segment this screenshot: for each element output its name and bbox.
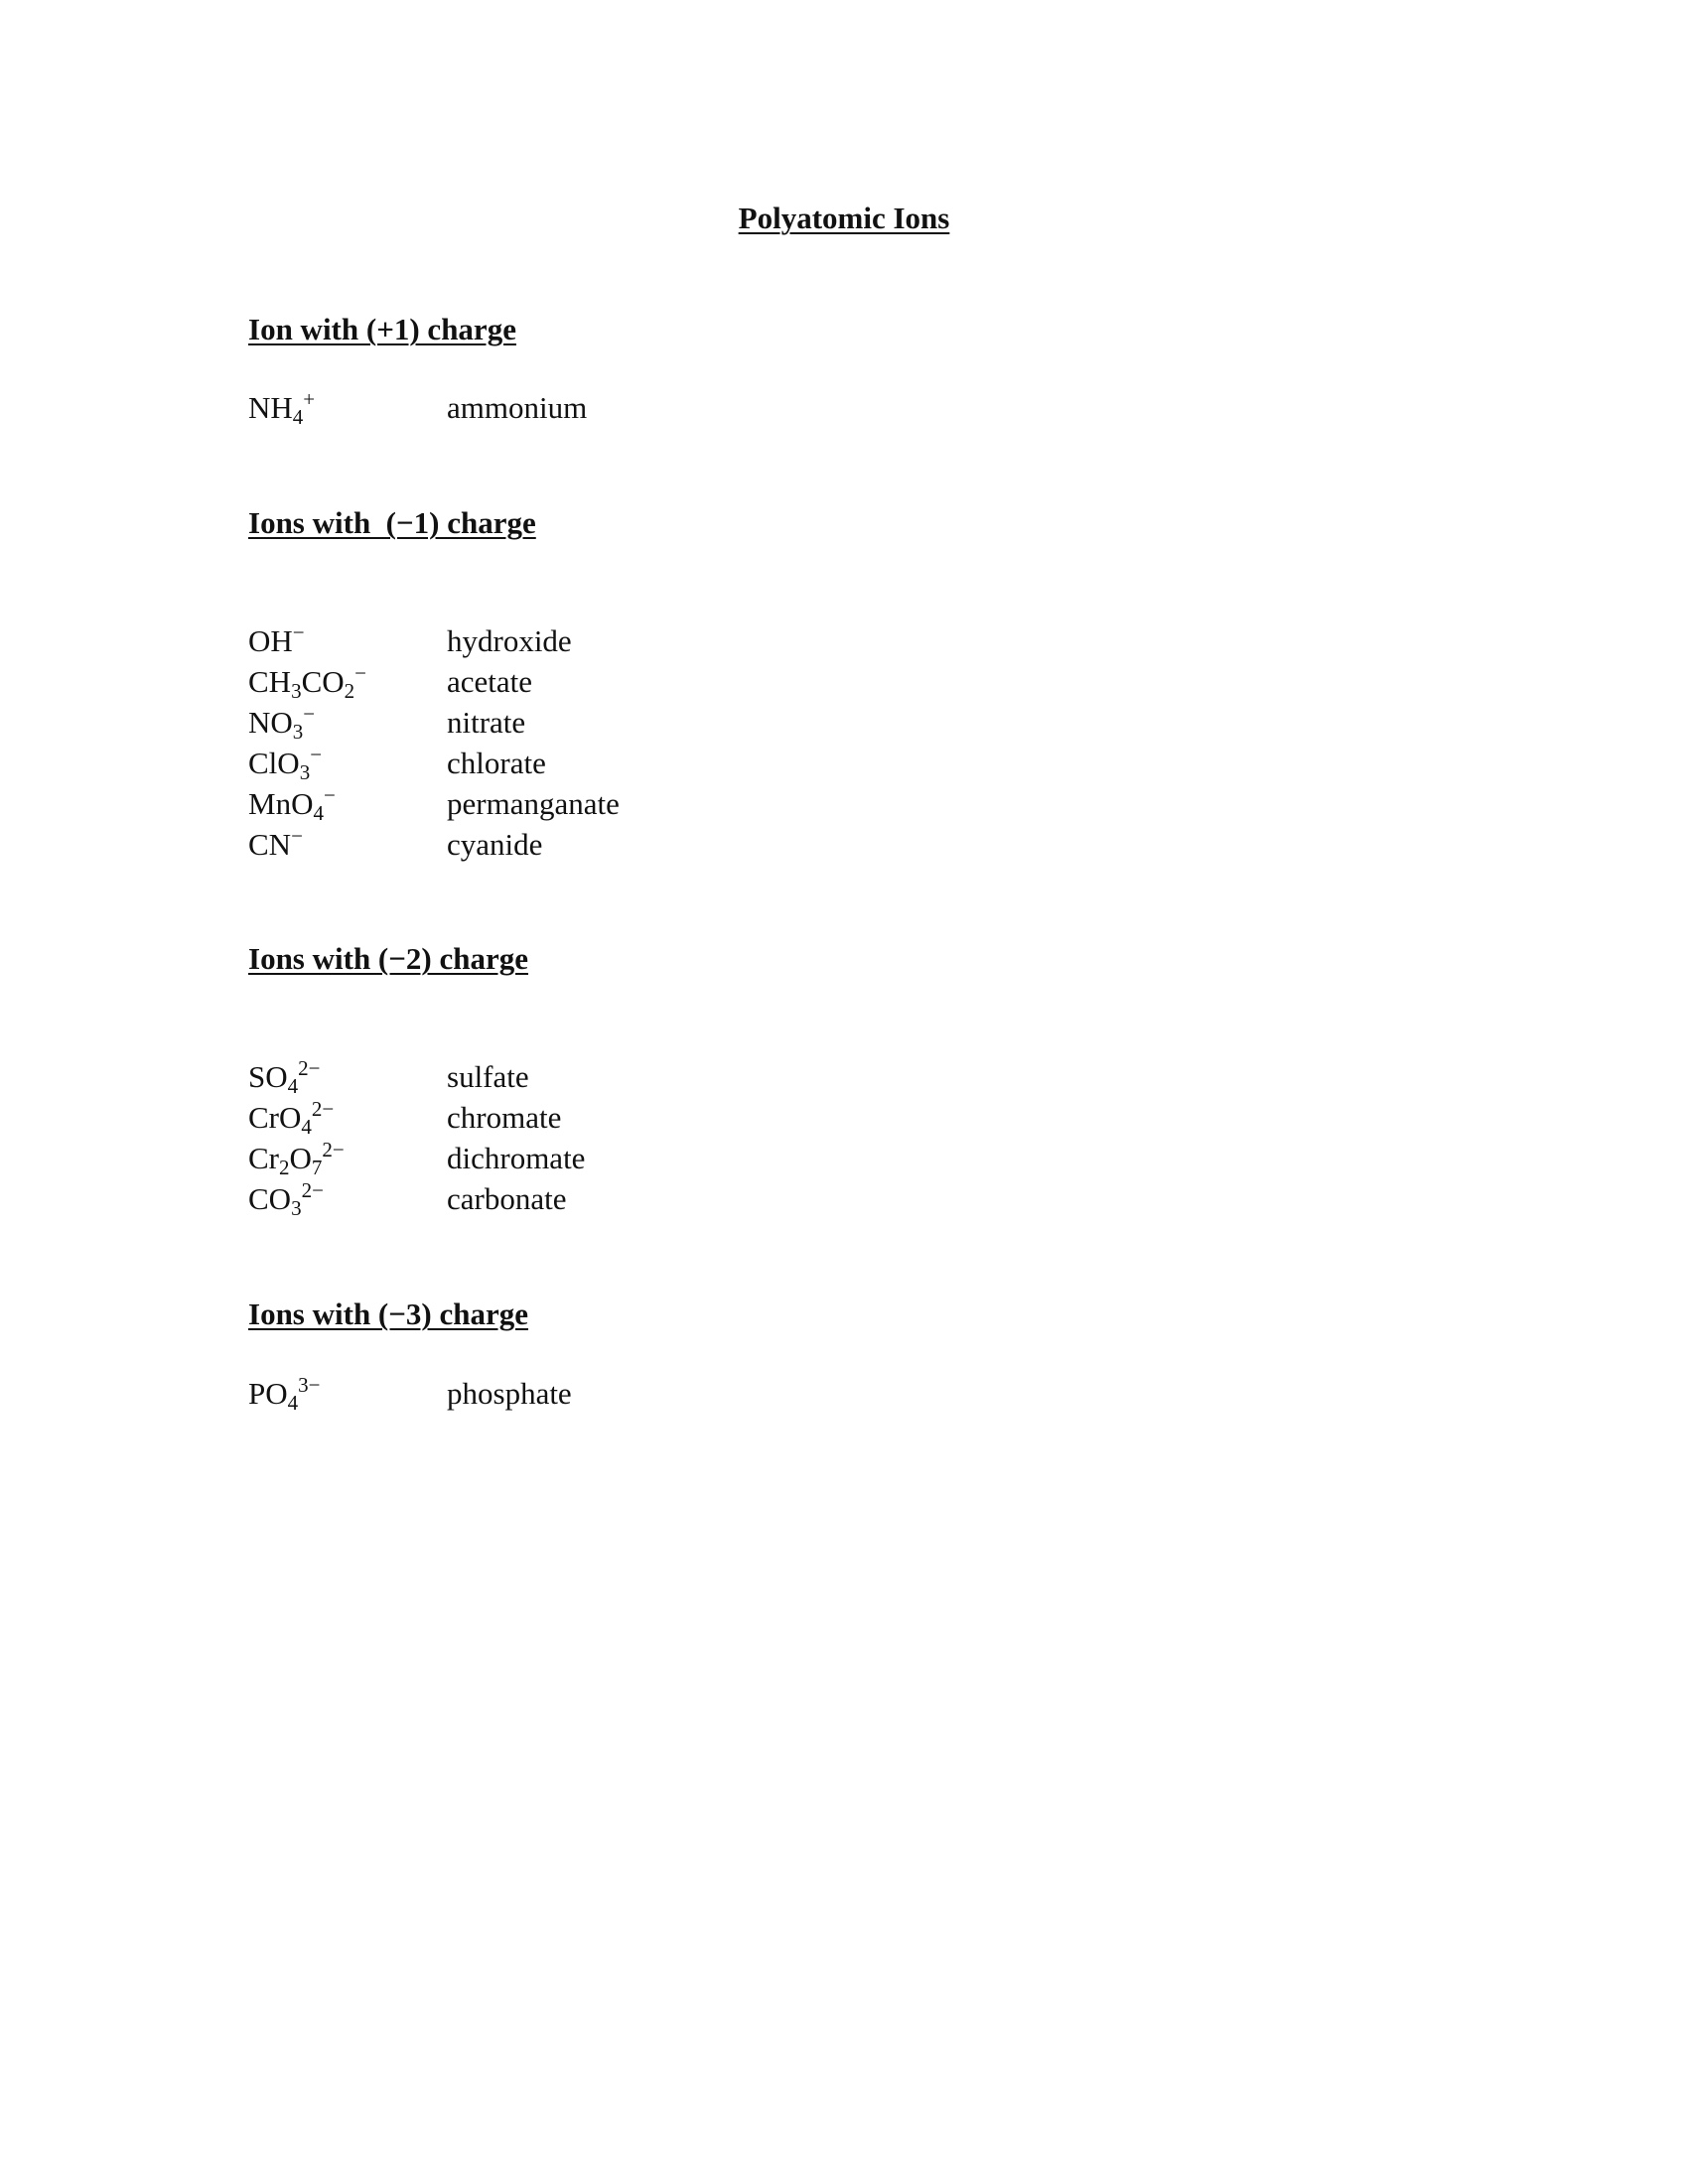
ion-name: permanganate [447,786,620,821]
ion-formula [248,1178,324,1219]
formula-text: OH [248,623,293,658]
ion-formula [248,824,303,865]
ion-formula [248,743,322,783]
ion-name: hydroxide [447,623,572,658]
formula-subscript: 4 [287,1074,299,1098]
ion-formula [248,1138,345,1178]
ion-name: chlorate [447,746,546,780]
section-heading-plus1: Ion with (+1) charge [248,312,516,346]
formula-text: NO [248,705,293,740]
formula-subscript: 3 [292,720,304,744]
ion-formula [248,387,315,428]
formula-text: CrO [248,1100,302,1135]
ion-name: dichromate [447,1141,586,1175]
formula-charge: − [323,783,336,807]
ion-name: chromate [447,1100,562,1135]
formula-text: CH [248,664,292,699]
formula-text: CO [301,664,345,699]
formula-subscript: 4 [287,1391,299,1415]
ion-name: nitrate [447,705,526,740]
formula-text: O [289,1141,312,1175]
formula-charge: 2− [311,1097,335,1121]
formula-text: MnO [248,786,314,821]
ion-name: cyanide [447,827,543,862]
ion-formula [248,1097,334,1138]
formula-text: ClO [248,746,300,780]
ion-formula [248,1056,320,1097]
section-heading-minus1: Ions with (−1) charge [248,505,536,540]
ion-name: acetate [447,664,533,699]
formula-charge: − [303,702,316,726]
ion-formula [248,661,366,702]
formula-text: CO [248,1181,292,1216]
section-heading-minus3: Ions with (−3) charge [248,1297,529,1331]
formula-subscript: 4 [313,801,324,825]
formula-subscript: 3 [291,679,302,703]
page-title-wrapper [0,201,1688,236]
formula-charge: 2− [322,1138,345,1161]
ion-name: sulfate [447,1059,529,1094]
formula-subscript: 7 [311,1156,323,1179]
ion-formula [248,620,305,661]
formula-subscript: 4 [301,1115,312,1139]
formula-charge: 2− [301,1178,324,1202]
formula-charge: − [310,743,323,766]
formula-charge: 3− [298,1373,321,1397]
formula-charge: − [291,824,303,848]
formula-text: SO [248,1059,288,1094]
formula-subscript: 4 [292,405,304,429]
formula-subscript: 3 [291,1196,302,1220]
formula-subscript: 2 [344,679,355,703]
formula-charge: + [303,387,316,411]
ion-formula [248,783,336,824]
formula-charge: 2− [298,1056,321,1080]
formula-charge: − [354,661,366,685]
formula-text: CN [248,827,292,862]
formula-subscript: 2 [279,1156,290,1179]
ion-name: carbonate [447,1181,567,1216]
formula-subscript: 3 [299,760,311,784]
ion-formula [248,1373,320,1414]
formula-text: PO [248,1376,288,1411]
formula-text: NH [248,390,293,425]
formula-text: Cr [248,1141,279,1175]
ion-name: phosphate [447,1376,572,1411]
formula-charge: − [292,620,305,644]
page-title: Polyatomic Ions [738,201,950,235]
section-heading-minus2: Ions with (−2) charge [248,941,529,976]
ion-formula [248,702,315,743]
ion-name: ammonium [447,390,588,425]
